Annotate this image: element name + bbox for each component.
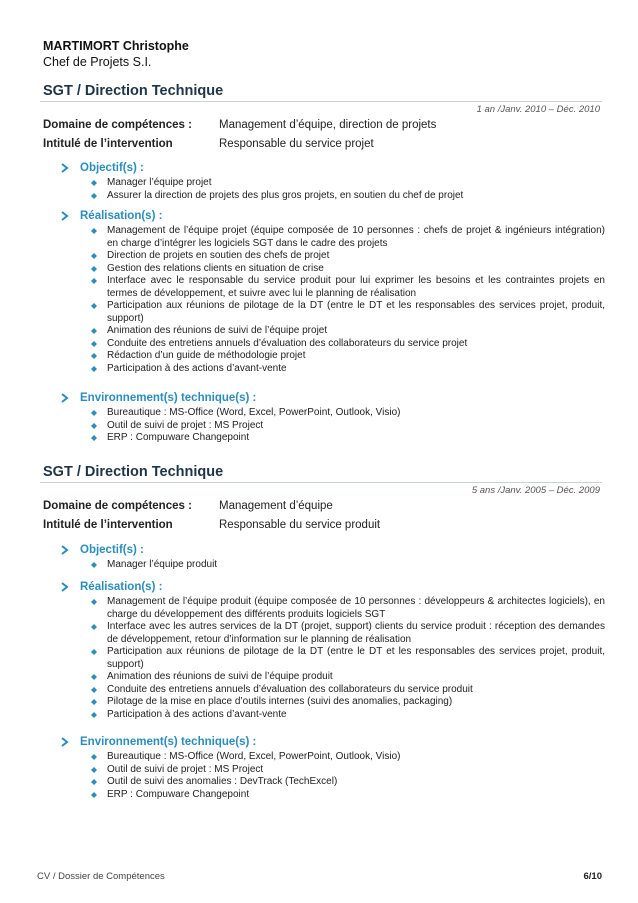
diamond-bullet-icon: [91, 328, 97, 334]
bullet-text: Outil de suivi des anomalies : DevTrack (TechExcel): [107, 776, 338, 787]
bullet-item: [60, 789, 605, 802]
mission-title: SGT / Direction Technique: [43, 83, 224, 99]
bullet-text: Management de l’équipe projet (équipe composée de 10 personnes : chefs de projet & ingénieurs intégration) en charge d’intégrer les logiciels SGT dans le cadre des projets: [107, 225, 605, 249]
bullet-item: [60, 190, 605, 203]
mission-header: [40, 463, 602, 496]
bullet-item: [60, 764, 605, 777]
intitule-label: Intitulé de l’intervention: [43, 519, 173, 531]
bullet-item: [60, 646, 605, 671]
bullet-text: Bureautique : MS-Office (Word, Excel, PowerPoint, Outlook, Visio): [107, 751, 401, 762]
bullet-text: Rédaction d’un guide de méthodologie projet: [107, 350, 306, 361]
diamond-bullet-icon: [91, 303, 97, 309]
bullet-item: [60, 263, 605, 276]
diamond-bullet-icon: [91, 366, 97, 372]
objectifs-block: [60, 542, 605, 572]
bullet-text: ERP : Compuware Changepoint: [107, 432, 250, 443]
mission-title: SGT / Direction Technique: [43, 464, 224, 480]
section-divider: [40, 482, 602, 483]
diamond-bullet-icon: [91, 410, 97, 416]
bullet-item: [60, 751, 605, 764]
domaine-label: Domaine de compétences :: [43, 500, 192, 512]
bullet-text: Conduite des entretiens annuels d’évaluation des collaborateurs du service produit: [107, 683, 473, 695]
bullet-item: [60, 275, 605, 300]
realisations-list: [60, 596, 605, 721]
realisations-heading: Réalisation(s) :: [60, 579, 605, 595]
diamond-bullet-icon: [91, 253, 97, 259]
section-divider: [40, 101, 602, 102]
bullet-text: Management de l’équipe produit (équipe composée de 10 personnes : développeurs & architectes logiciels), en charge du développement des différents produits logiciels SGT: [107, 596, 605, 620]
objectifs-block: [60, 160, 605, 202]
diamond-bullet-icon: [91, 435, 97, 441]
bullet-text: Outil de suivi de projet : MS Project: [107, 763, 264, 775]
intitule-value: Responsable du service projet: [219, 138, 374, 150]
bullet-item: [60, 363, 605, 376]
mission-header: [40, 82, 602, 115]
bullet-item: [60, 225, 605, 250]
bullet-text: Participation à des actions d’avant-vente: [107, 708, 287, 720]
diamond-bullet-icon: [91, 599, 97, 605]
bullet-item: [60, 559, 605, 572]
bullet-item: [60, 696, 605, 709]
bullet-text: Animation des réunions de suivi de l’équipe projet: [107, 325, 328, 336]
diamond-bullet-icon: [91, 687, 97, 693]
bullet-text: Participation aux réunions de pilotage de la DT (entre le DT et les responsables des services projet, produit, support): [107, 646, 605, 670]
bullet-item: [60, 300, 605, 325]
realisations-list: [60, 225, 605, 375]
diamond-bullet-icon: [91, 649, 97, 655]
chevron-right-icon: [60, 163, 70, 173]
diamond-bullet-icon: [91, 278, 97, 284]
bullet-item: [60, 621, 605, 646]
domaine-value: Management d’équipe, direction de projets: [219, 119, 437, 131]
realisations-heading: Réalisation(s) :: [60, 208, 605, 224]
bullet-item: [60, 432, 605, 445]
objectifs-heading: Objectif(s) :: [60, 160, 605, 176]
realisations-block: [60, 579, 605, 721]
bullet-text: Participation aux réunions de pilotage de la DT (entre le DT et les responsables des services projet, produit, support): [107, 300, 605, 324]
bullet-item: [60, 709, 605, 722]
footer-text: CV / Dossier de Compétences: [37, 871, 165, 882]
bullet-item: [60, 671, 605, 684]
bullet-item: [60, 177, 605, 190]
bullet-text: Pilotage de la mise en place d’outils internes (suivi des anomalies, packaging): [107, 696, 453, 707]
diamond-bullet-icon: [91, 779, 97, 785]
chevron-right-icon: [60, 211, 70, 221]
chevron-right-icon: [60, 545, 70, 555]
realisations-block: [60, 208, 605, 375]
bullet-text: Interface avec le responsable du service produit pour lui exprimer les besoins et les contraintes projets en termes de développement, et suivre avec lui le planning de réalisation: [107, 275, 605, 299]
bullet-text: Interface avec les autres services de la DT (projet, support) clients du service produit : réception des demandes de développement, retour d’information sur le planning de réalisation: [107, 621, 605, 645]
chevron-right-icon: [60, 582, 70, 592]
domaine-value: Management d’équipe: [219, 500, 333, 512]
diamond-bullet-icon: [91, 754, 97, 760]
bullet-text: Bureautique : MS-Office (Word, Excel, PowerPoint, Outlook, Visio): [107, 407, 401, 418]
candidate-role: Chef de Projets S.I.: [43, 55, 152, 69]
bullet-text: Conduite des entretiens annuels d’évaluation des collaborateurs du service projet: [107, 337, 468, 349]
bullet-text: Gestion des relations clients en situation de crise: [107, 262, 324, 274]
environnement-block: [60, 390, 605, 445]
diamond-bullet-icon: [91, 674, 97, 680]
bullet-text: Direction de projets en soutien des chefs de projet: [107, 250, 330, 261]
diamond-bullet-icon: [91, 712, 97, 718]
diamond-bullet-icon: [91, 353, 97, 359]
diamond-bullet-icon: [91, 266, 97, 272]
diamond-bullet-icon: [91, 423, 97, 429]
mission-date: 5 ans /Janv. 2005 – Déc. 2009: [471, 485, 600, 496]
environnement-heading: Environnement(s) technique(s) :: [60, 734, 605, 750]
diamond-bullet-icon: [91, 699, 97, 705]
bullet-text: ERP : Compuware Changepoint: [107, 788, 250, 800]
objectifs-list: [60, 559, 605, 572]
mission-date: 1 an /Janv. 2010 – Déc. 2010: [476, 104, 600, 115]
domaine-label: Domaine de compétences :: [43, 119, 192, 131]
bullet-item: [60, 250, 605, 263]
bullet-item: [60, 407, 605, 420]
page-number: 6/10: [583, 871, 602, 882]
environnement-list: [60, 407, 605, 445]
bullet-item: [60, 776, 605, 789]
bullet-text: Animation des réunions de suivi de l’équipe produit: [107, 671, 333, 682]
bullet-text: Outil de suivi de projet : MS Project: [107, 419, 264, 431]
intitule-value: Responsable du service produit: [219, 519, 381, 531]
diamond-bullet-icon: [91, 180, 97, 186]
bullet-item: [60, 596, 605, 621]
intitule-label: Intitulé de l’intervention: [43, 138, 173, 150]
bullet-text: Manager l’équipe produit: [107, 559, 218, 570]
diamond-bullet-icon: [91, 193, 97, 199]
diamond-bullet-icon: [91, 767, 97, 773]
environnement-block: [60, 734, 605, 801]
candidate-name: MARTIMORT Christophe: [43, 39, 189, 53]
bullet-item: [60, 338, 605, 351]
diamond-bullet-icon: [91, 341, 97, 347]
bullet-text: Assurer la direction de projets des plus gros projets, en soutien du chef de projet: [107, 189, 464, 201]
environnement-heading: Environnement(s) technique(s) :: [60, 390, 605, 406]
environnement-list: [60, 751, 605, 801]
bullet-item: [60, 325, 605, 338]
diamond-bullet-icon: [91, 792, 97, 798]
diamond-bullet-icon: [91, 562, 97, 568]
bullet-item: [60, 684, 605, 697]
bullet-item: [60, 350, 605, 363]
objectifs-list: [60, 177, 605, 202]
diamond-bullet-icon: [91, 228, 97, 234]
objectifs-heading: Objectif(s) :: [60, 542, 605, 558]
bullet-text: Manager l’équipe projet: [107, 177, 212, 188]
bullet-text: Participation à des actions d’avant-vente: [107, 362, 287, 374]
diamond-bullet-icon: [91, 624, 97, 630]
bullet-item: [60, 420, 605, 433]
chevron-right-icon: [60, 393, 70, 403]
chevron-right-icon: [60, 737, 70, 747]
